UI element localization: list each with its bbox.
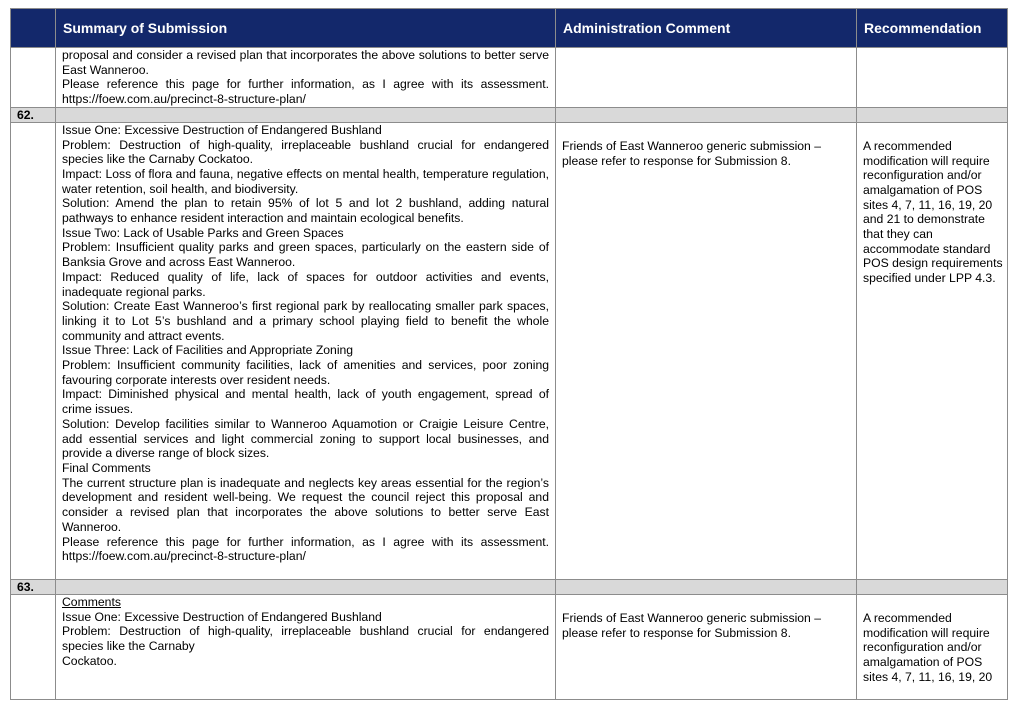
summary-line: Issue Three: Lack of Facilities and Appropriate Zoning — [62, 343, 354, 358]
summary-line: Issue One: Excessive Destruction of Endangered Bushland — [62, 122, 382, 137]
cell-admin-comment — [556, 48, 857, 108]
summary-line: Solution: Develop facilities similar to Wanneroo Aquamotion or Craigie Leisure Centre, add essential services and light commercial zoning to support local businesses, and provide a diverse range of block sizes. — [62, 416, 549, 461]
summary-line: Problem: Destruction of high-quality, irreplaceable bushland crucial for endangered species like the Carnaby — [62, 624, 549, 653]
admin-comment: Friends of East Wanneroo generic submission – please refer to response for Submission 8. — [556, 594, 857, 699]
table-row — [11, 594, 1008, 699]
summary-line: Solution: Amend the plan to retain 95% of lot 5 and lot 2 bushland, adding natural pathways to enhance resident interaction and maintain ecological benefits. — [62, 196, 549, 226]
table-row — [11, 122, 1008, 579]
header-summary: Summary of Submission — [56, 9, 556, 48]
cell-number — [11, 594, 56, 699]
continuation-summary — [56, 48, 556, 108]
submission-number-row — [11, 107, 1008, 122]
summary-line: Cockatoo. — [62, 653, 117, 668]
cell-number — [11, 48, 56, 108]
summary-line: proposal and consider a revised plan that incorporates the above solutions to better serve East Wanneroo. — [62, 48, 549, 77]
summary-line: Problem: Insufficient quality parks and green spaces, particularly on the eastern side of Banksia Grove and across East Wanneroo. — [62, 240, 549, 270]
summary-line: Please reference this page for further information, as I agree with its assessment. https://foew.com.au/precinct-8-structure-plan/ — [62, 534, 549, 564]
summary-line: Please reference this page for further information, as I agree with its assessment. https://foew.com.au/precinct-8-structure-plan/ — [62, 77, 549, 107]
cell-recommendation — [857, 48, 1008, 108]
submission-summary — [56, 594, 556, 699]
recommendation: A recommended modification will require reconfiguration and/or amalgamation of POS sites 4, 7, 11, 16, 19, 20 — [857, 594, 1008, 699]
submission-number-row — [11, 579, 1008, 594]
cell-number — [11, 122, 56, 579]
submission-number: 63. — [11, 579, 56, 594]
admin-comment: Friends of East Wanneroo generic submission – please refer to response for Submission 8. — [556, 122, 857, 579]
table-header-row — [11, 9, 1008, 48]
header-recommendation: Recommendation — [857, 9, 1008, 48]
summary-line: Problem: Destruction of high-quality, irreplaceable bushland crucial for endangered species like the Carnaby Cockatoo. — [62, 137, 549, 167]
summary-line: Problem: Insufficient community facilities, lack of amenities and services, poor zoning favouring corporate interests over resident needs. — [62, 358, 549, 387]
submission-summary — [56, 122, 556, 579]
summary-line: Solution: Create East Wanneroo’s first regional park by reallocating smaller park spaces, linking it to Lot 5’s bushland and a primary school playing field to benefit the whole community and attract events. — [62, 299, 549, 343]
summary-line: Impact: Reduced quality of life, lack of spaces for outdoor activities and events, inadequate regional parks. — [62, 269, 549, 299]
comments-heading: Comments — [62, 594, 121, 609]
summary-line: Impact: Loss of flora and fauna, negative effects on mental health, temperature regulation, water retention, soil health, and biodiversity. — [62, 166, 549, 196]
header-number — [11, 9, 56, 48]
summary-line: Final Comments — [62, 460, 151, 475]
summary-line: The current structure plan is inadequate and neglects key areas essential for the region’s development and resident well-being. We request the council reject this proposal and consider a revised plan that incorporates the above solutions to better serve East Wanneroo. — [62, 475, 549, 534]
table-row — [11, 48, 1008, 108]
recommendation: A recommended modification will require reconfiguration and/or amalgamation of POS sites 4, 7, 11, 16, 19, 20 and 21 to demonstrate that they can accommodate standard POS design requirements specified under LPP 4.3. — [857, 122, 1008, 579]
summary-line: Issue One: Excessive Destruction of Endangered Bushland — [62, 609, 382, 624]
submission-number: 62. — [11, 107, 56, 122]
summary-line: Issue Two: Lack of Usable Parks and Green Spaces — [62, 225, 344, 240]
submissions-table — [10, 8, 1008, 700]
summary-line: Impact: Diminished physical and mental health, lack of youth engagement, spread of crime issues. — [62, 387, 549, 417]
header-admin-comment: Administration Comment — [556, 9, 857, 48]
